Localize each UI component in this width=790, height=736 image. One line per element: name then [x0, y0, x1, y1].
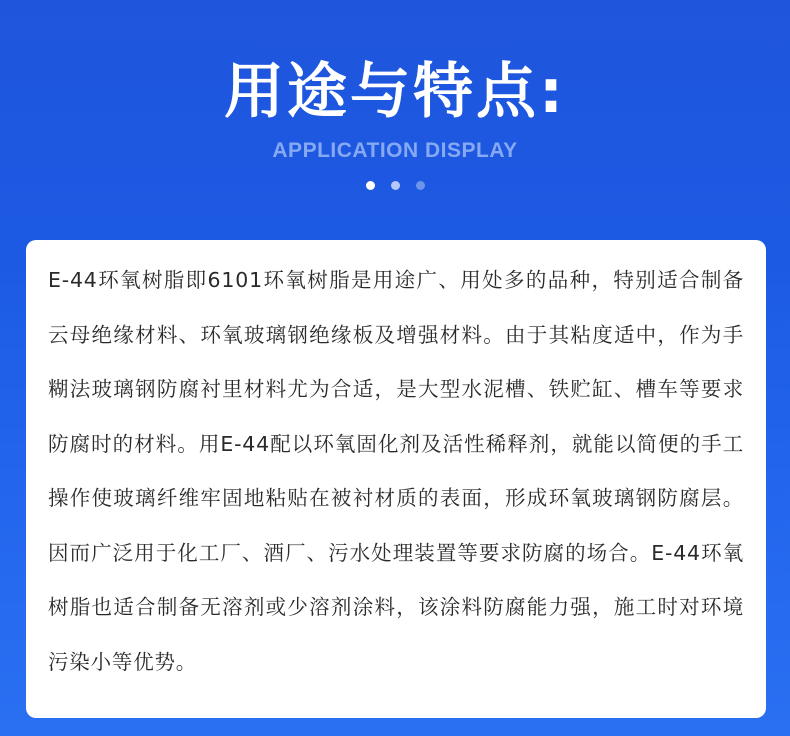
header-section [0, 0, 790, 236]
page-indicator-dot[interactable] [416, 181, 425, 190]
page-indicator-dot[interactable] [391, 181, 400, 190]
page-indicator [0, 181, 790, 190]
page-title: 用途与特点: [224, 57, 566, 127]
page-indicator-dot-active[interactable] [366, 181, 375, 190]
description-text: E-44环氧树脂即6101环氧树脂是用途广、用处多的品种，特别适合制备云母绝缘材料、环氧玻璃钢绝缘板及增强材料。由于其粘度适中，作为手糊法玻璃钢防腐衬里材料尤为合适，是大型水泥槽、铁贮缸、槽车等要求防腐时的材料。用E-44配以环氧固化剂及活性稀释剂，就能以简便的手工操作使玻璃纤维牢固地粘贴在被衬材质的表面，形成环氧玻璃钢防腐层。因而广泛用于化工厂、酒厂、污水处理装置等要求防腐的场合。E-44环氧树脂也适合制备无溶剂或少溶剂涂料，该涂料防腐能力强，施工时对环境污染小等优势。 [48, 268, 744, 674]
page-subtitle: APPLICATION DISPLAY [272, 139, 518, 162]
description-card [26, 240, 766, 718]
